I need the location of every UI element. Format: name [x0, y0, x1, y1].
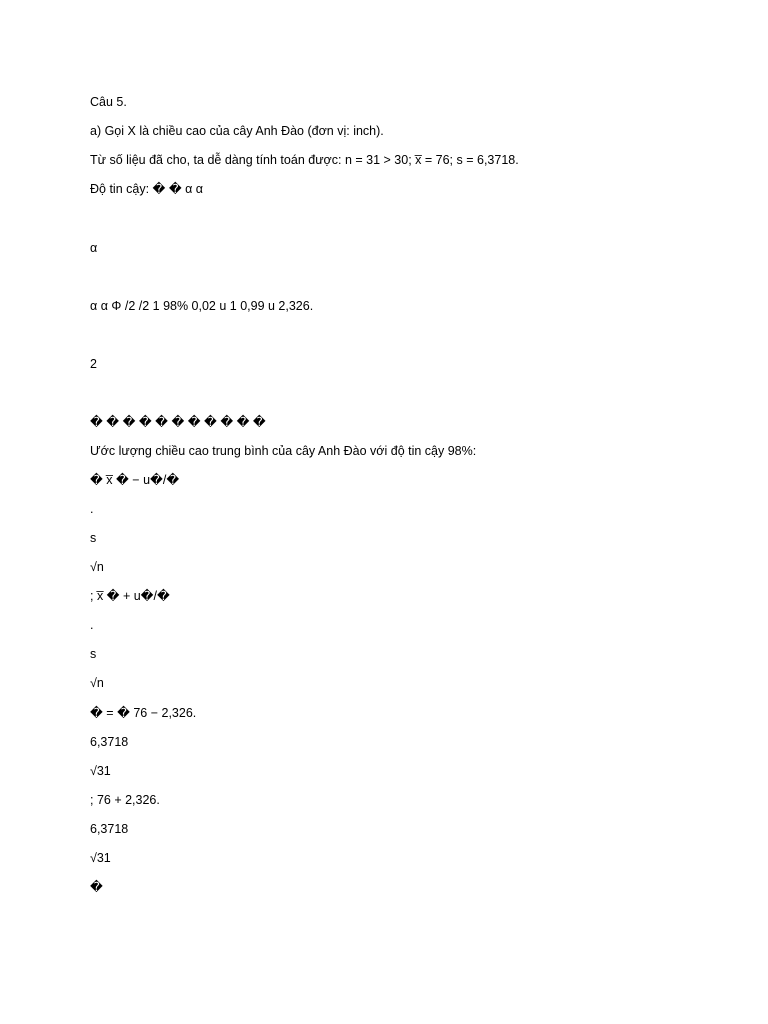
question-heading: Câu 5.: [90, 95, 127, 109]
numeric-s-2: 6,3718: [90, 822, 129, 836]
closing-bracket-glyph: �: [90, 880, 103, 894]
formula-sqrt-n-1: √n: [90, 560, 104, 574]
interval-lower-formula: � x̅ � − u�/�: [90, 473, 180, 487]
numeric-s-1: 6,3718: [90, 735, 129, 749]
part-a-statement: a) Gọi X là chiều cao của cây Anh Đào (đơn vị: inch).: [90, 124, 384, 138]
alpha-symbol-line: α: [90, 241, 98, 255]
formula-dot-1: .: [90, 502, 94, 516]
critical-value-line: α α Φ /2 /2 1 98% 0,02 u 1 0,99 u 2,326.: [90, 299, 314, 313]
interval-upper-formula: ; x̅ � + u�/�: [90, 589, 170, 603]
formula-s-1: s: [90, 531, 97, 545]
interval-lower-numeric: � = � 76 − 2,326.: [90, 706, 197, 720]
subscript-two-line: 2: [90, 357, 97, 371]
numeric-sqrt-31-1: √31: [90, 764, 111, 778]
sample-statistics-line: Từ số liệu đã cho, ta dễ dàng tính toán được: n = 31 > 30; x̅ = 76; s = 6,3718.: [90, 153, 519, 167]
formula-s-2: s: [90, 647, 97, 661]
confidence-level-line: Độ tin cậy: � � α α: [90, 182, 204, 196]
missing-glyphs-line: � � � � � � � � � � �: [90, 415, 266, 429]
formula-dot-2: .: [90, 618, 94, 632]
interval-upper-numeric: ; 76 + 2,326.: [90, 793, 160, 807]
formula-sqrt-n-2: √n: [90, 676, 104, 690]
estimate-intro-line: Ước lượng chiều cao trung bình của cây Anh Đào với độ tin cậy 98%:: [90, 444, 477, 458]
numeric-sqrt-31-2: √31: [90, 851, 111, 865]
